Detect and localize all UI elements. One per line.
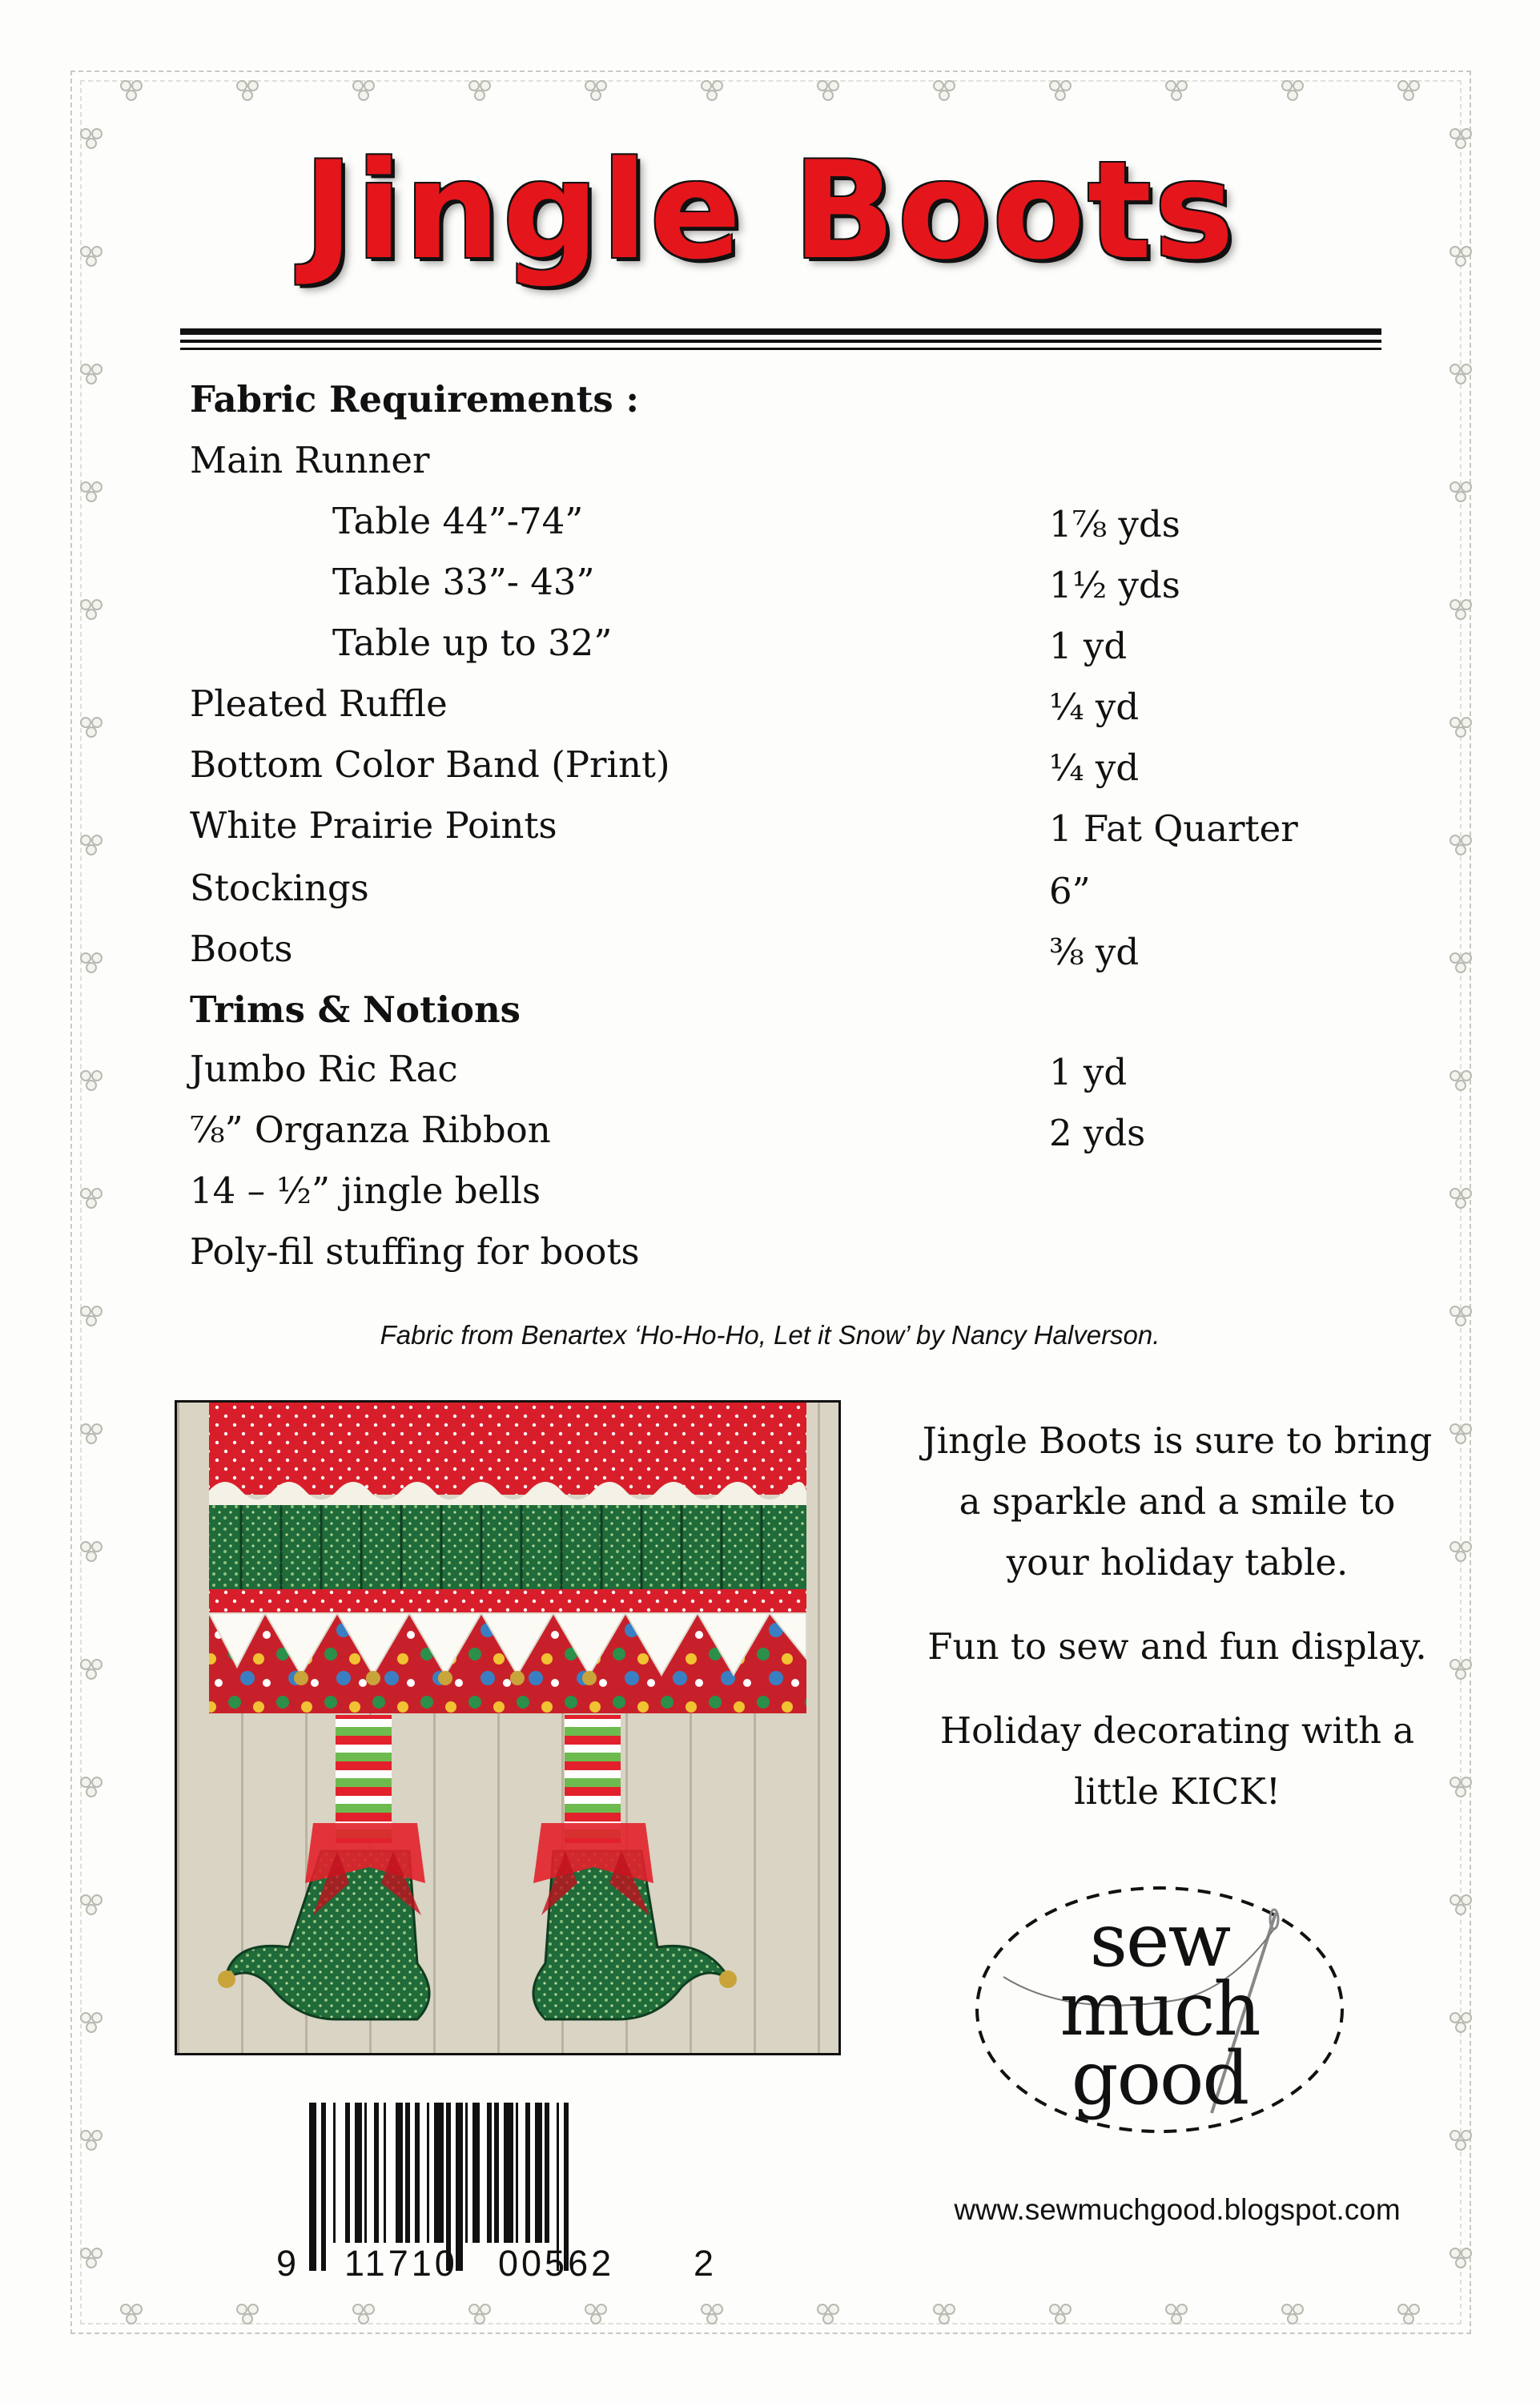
website-url: www.sewmuchgood.blogspot.com bbox=[954, 2193, 1401, 2226]
dot-cluster bbox=[1450, 1188, 1474, 1209]
dot-cluster bbox=[80, 1659, 104, 1680]
barcode-bar bbox=[374, 2103, 379, 2243]
dot-cluster bbox=[80, 1070, 104, 1091]
barcode-bar bbox=[384, 2103, 386, 2243]
blurb-line-5: Holiday decorating with a bbox=[939, 1709, 1415, 1752]
dot-cluster bbox=[585, 80, 609, 101]
barcode-bar bbox=[321, 2103, 326, 2271]
logo-word-sew: sew bbox=[1089, 1898, 1230, 1983]
dot-cluster bbox=[468, 2304, 493, 2325]
req-qty-bottom-color-band: ¼ yd bbox=[1049, 747, 1140, 789]
req-label-boots: Boots bbox=[190, 928, 293, 970]
req-label-bottom-color-band: Bottom Color Band (Print) bbox=[190, 743, 670, 786]
barcode-bar bbox=[405, 2103, 410, 2243]
barcode-bar bbox=[494, 2103, 499, 2243]
fabric-credit: Fabric from Benartex ‘Ho-Ho-Ho, Let it Snow’ by Nancy Halverson. bbox=[380, 1320, 1160, 1350]
barcode-bar bbox=[333, 2103, 336, 2243]
dot-cluster bbox=[80, 2248, 104, 2268]
barcode-digits-right: 00562 bbox=[498, 2243, 615, 2284]
trim-label-jingle-bells: 14 – ½” jingle bells bbox=[190, 1169, 541, 1212]
barcode-bar bbox=[535, 2103, 542, 2243]
dot-cluster bbox=[933, 2304, 957, 2325]
barcode-bar bbox=[427, 2103, 429, 2243]
dot-cluster bbox=[80, 1777, 104, 1797]
barcode-bar bbox=[355, 2103, 362, 2243]
dot-cluster bbox=[1049, 2304, 1073, 2325]
req-qty-white-prairie-points: 1 Fat Quarter bbox=[1049, 807, 1298, 850]
logo-wordmark bbox=[971, 1898, 1348, 2121]
blurb-line-6: little KICK! bbox=[1074, 1770, 1281, 1813]
trim-label-poly-fil: Poly-fil stuffing for boots bbox=[190, 1230, 640, 1273]
dot-cluster bbox=[80, 2012, 104, 2033]
fabric-requirements-heading: Fabric Requirements : bbox=[190, 378, 639, 421]
dot-cluster bbox=[1450, 835, 1474, 855]
barcode-bar bbox=[487, 2103, 492, 2243]
barcode-bar bbox=[472, 2103, 480, 2243]
barcode-bar bbox=[545, 2103, 549, 2243]
dot-cluster bbox=[701, 2304, 725, 2325]
page-title: Jingle Boots bbox=[303, 132, 1237, 289]
dot-cluster bbox=[701, 80, 725, 101]
trim-label-jumbo-ric-rac: Jumbo Ric Rac bbox=[190, 1048, 458, 1090]
dot-cluster bbox=[1450, 2012, 1474, 2033]
barcode-bar bbox=[415, 2103, 420, 2243]
dot-cluster bbox=[1281, 80, 1305, 101]
dot-cluster bbox=[1450, 1894, 1474, 1915]
dot-cluster bbox=[80, 364, 104, 384]
req-qty-boots: ⅜ yd bbox=[1049, 931, 1140, 973]
dot-cluster bbox=[236, 2304, 260, 2325]
dot-cluster bbox=[80, 835, 104, 855]
barcode-bar bbox=[465, 2103, 468, 2243]
barcode-digit-last: 2 bbox=[694, 2243, 714, 2284]
trims-notions-heading: Trims & Notions bbox=[190, 988, 521, 1031]
dot-cluster bbox=[120, 80, 144, 101]
barcode-digit-first: 9 bbox=[276, 2243, 297, 2284]
trim-label-organza-ribbon: ⅞” Organza Ribbon bbox=[190, 1109, 551, 1151]
dot-cluster bbox=[468, 80, 493, 101]
dot-cluster bbox=[1450, 952, 1474, 973]
barcode-bar bbox=[364, 2103, 367, 2243]
dot-cluster bbox=[1450, 481, 1474, 502]
dot-cluster bbox=[1450, 364, 1474, 384]
dot-cluster bbox=[120, 2304, 144, 2325]
dot-cluster bbox=[817, 2304, 841, 2325]
dot-cluster bbox=[80, 1423, 104, 1444]
dot-cluster bbox=[1049, 80, 1073, 101]
req-label-pleated-ruffle: Pleated Ruffle bbox=[190, 682, 448, 725]
barcode-bar bbox=[345, 2103, 350, 2243]
req-label-table-up-to-32: Table up to 32” bbox=[332, 622, 613, 664]
table-runner-illustration bbox=[177, 1403, 838, 2053]
title-rule-1 bbox=[180, 328, 1381, 335]
req-label-stockings: Stockings bbox=[190, 867, 369, 909]
dot-cluster bbox=[80, 599, 104, 620]
req-label-table-44-74: Table 44”-74” bbox=[332, 500, 584, 542]
dot-cluster bbox=[80, 2130, 104, 2151]
dot-cluster bbox=[1281, 2304, 1305, 2325]
dot-cluster bbox=[1397, 2304, 1421, 2325]
blurb-line-1: Jingle Boots is sure to bring bbox=[922, 1419, 1433, 1462]
dot-cluster bbox=[1450, 2248, 1474, 2268]
barcode-bar bbox=[396, 2103, 403, 2243]
dot-cluster bbox=[80, 1188, 104, 1209]
title-rule-3 bbox=[180, 348, 1381, 350]
title-rule-2 bbox=[180, 340, 1381, 343]
barcode-digits-left: 11710 bbox=[344, 2243, 458, 2284]
req-qty-table-44-74: 1⅞ yds bbox=[1049, 503, 1180, 545]
req-qty-table-up-to-32: 1 yd bbox=[1049, 625, 1128, 667]
dot-cluster bbox=[80, 952, 104, 973]
dot-cluster bbox=[1165, 2304, 1189, 2325]
logo-word-good: good bbox=[1071, 2035, 1248, 2121]
dot-cluster bbox=[585, 2304, 609, 2325]
blurb-line-3: your holiday table. bbox=[1006, 1541, 1349, 1584]
product-photo bbox=[175, 1400, 841, 2055]
dot-cluster bbox=[933, 80, 957, 101]
dot-cluster bbox=[1397, 80, 1421, 101]
dot-cluster bbox=[1450, 1070, 1474, 1091]
dot-cluster bbox=[1450, 599, 1474, 620]
dot-cluster bbox=[1165, 80, 1189, 101]
barcode-bar bbox=[309, 2103, 316, 2271]
dot-cluster bbox=[817, 80, 841, 101]
req-label-table-33-43: Table 33”- 43” bbox=[332, 561, 595, 603]
req-qty-pleated-ruffle: ¼ yd bbox=[1049, 686, 1140, 728]
dot-cluster bbox=[352, 80, 376, 101]
trim-qty-organza-ribbon: 2 yds bbox=[1049, 1112, 1146, 1154]
main-runner-label: Main Runner bbox=[190, 439, 430, 481]
dot-cluster bbox=[80, 1894, 104, 1915]
req-qty-stockings: 6” bbox=[1049, 870, 1091, 912]
req-label-white-prairie-points: White Prairie Points bbox=[190, 804, 557, 847]
dot-cluster bbox=[80, 1541, 104, 1562]
barcode-bar bbox=[516, 2103, 518, 2243]
logo-word-much: much bbox=[1060, 1966, 1260, 2052]
blurb-line-4: Fun to sew and fun display. bbox=[927, 1625, 1427, 1668]
dot-cluster bbox=[1450, 717, 1474, 738]
dot-cluster bbox=[236, 80, 260, 101]
barcode-bar bbox=[504, 2103, 513, 2243]
blurb-line-2: a sparkle and a smile to bbox=[959, 1480, 1396, 1523]
trim-qty-jumbo-ric-rac: 1 yd bbox=[1049, 1051, 1128, 1093]
barcode-bar bbox=[434, 2103, 444, 2243]
req-qty-table-33-43: 1½ yds bbox=[1049, 564, 1180, 606]
barcode-bar bbox=[525, 2103, 530, 2243]
dot-cluster bbox=[352, 2304, 376, 2325]
dot-cluster bbox=[80, 481, 104, 502]
dot-cluster bbox=[80, 717, 104, 738]
dot-cluster bbox=[1450, 2130, 1474, 2151]
